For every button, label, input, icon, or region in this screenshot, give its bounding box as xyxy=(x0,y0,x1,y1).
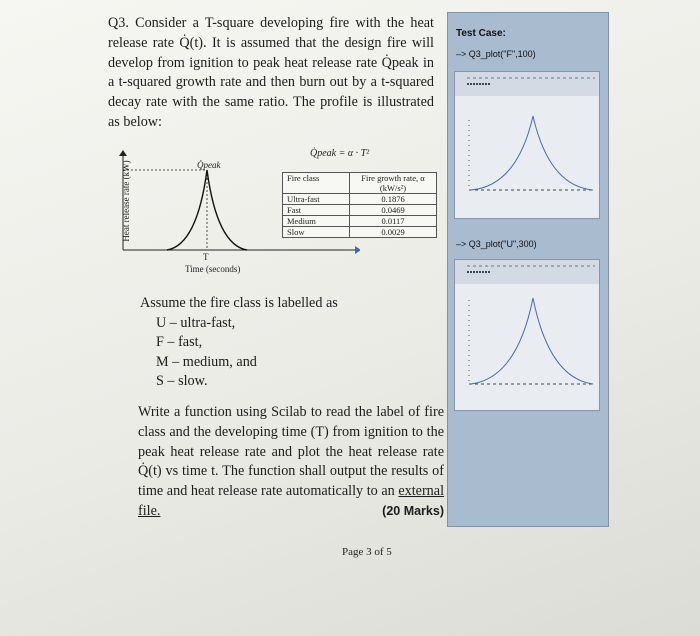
plot-window-1 xyxy=(454,71,600,219)
test-call-2: –> Q3_plot("U",300) xyxy=(456,239,537,249)
task-text: Write a function using Scilab to read the label of fire class and the developing time (T) from ignition to the peak heat release rate and plot the heat release rate Q̇(t) vs time t. The function shall output the results of time and heat release rate automatically to an xyxy=(138,404,444,500)
question-number: Q3. xyxy=(108,15,129,31)
plot-curve xyxy=(471,116,593,190)
table-cell: 0.1876 xyxy=(350,194,437,205)
table-row xyxy=(283,194,437,205)
table-header: Fire growth rate, α (kW/s²) xyxy=(350,173,437,194)
table-row xyxy=(283,227,437,238)
page-number: Page 3 of 5 xyxy=(342,546,392,558)
x-axis-arrow xyxy=(355,246,360,254)
table-row xyxy=(283,216,437,227)
task-paragraph xyxy=(138,403,444,522)
table-row xyxy=(283,205,437,216)
class-item: M – medium, and xyxy=(156,353,257,370)
question-text: Consider a T-square developing fire with the heat release rate Q̇(t). It is assumed that the design fire will develop from ignition to peak heat release rate Q̇peak in a t-squared growth rate and then burn out by a t-squared decay rate with the same ratio. The profile is illustrated as below: xyxy=(108,15,434,130)
y-axis-label: Heat release rate (kW) xyxy=(121,160,131,242)
class-item: S – slow. xyxy=(156,373,208,389)
table-cell: 0.0469 xyxy=(350,205,437,216)
table-cell: 0.0029 xyxy=(350,227,437,238)
question-intro xyxy=(108,14,434,133)
class-item: F – fast, xyxy=(156,334,203,350)
plot-window-2 xyxy=(454,259,600,411)
t-label: T xyxy=(203,252,209,262)
plot-2 xyxy=(455,260,599,410)
peak-formula: Q̇peak = α · T² xyxy=(310,148,370,159)
test-call-1: –> Q3_plot("F",100) xyxy=(456,49,536,59)
table-header: Fire class xyxy=(283,173,350,194)
marks-label: (20 Marks) xyxy=(382,503,444,518)
table-header-row xyxy=(283,173,437,194)
test-case-panel xyxy=(447,12,609,527)
test-case-title: Test Case: xyxy=(456,28,506,39)
table-cell: Ultra-fast xyxy=(283,194,350,205)
table-cell: 0.0117 xyxy=(350,216,437,227)
class-item: U – ultra-fast, xyxy=(156,314,236,331)
external-file-text: external file. xyxy=(138,483,445,519)
fire-class-list xyxy=(140,294,338,392)
x-axis-label: Time (seconds) xyxy=(185,264,241,274)
table-cell: Medium xyxy=(283,216,350,227)
table-cell: Fast xyxy=(283,205,350,216)
peak-label: Q̇peak xyxy=(197,160,221,170)
assume-lead: Assume the fire class is labelled as xyxy=(140,295,338,311)
plot-curve xyxy=(471,298,593,384)
table-cell: Slow xyxy=(283,227,350,238)
plot-1 xyxy=(455,72,599,218)
fire-class-table xyxy=(282,172,437,238)
